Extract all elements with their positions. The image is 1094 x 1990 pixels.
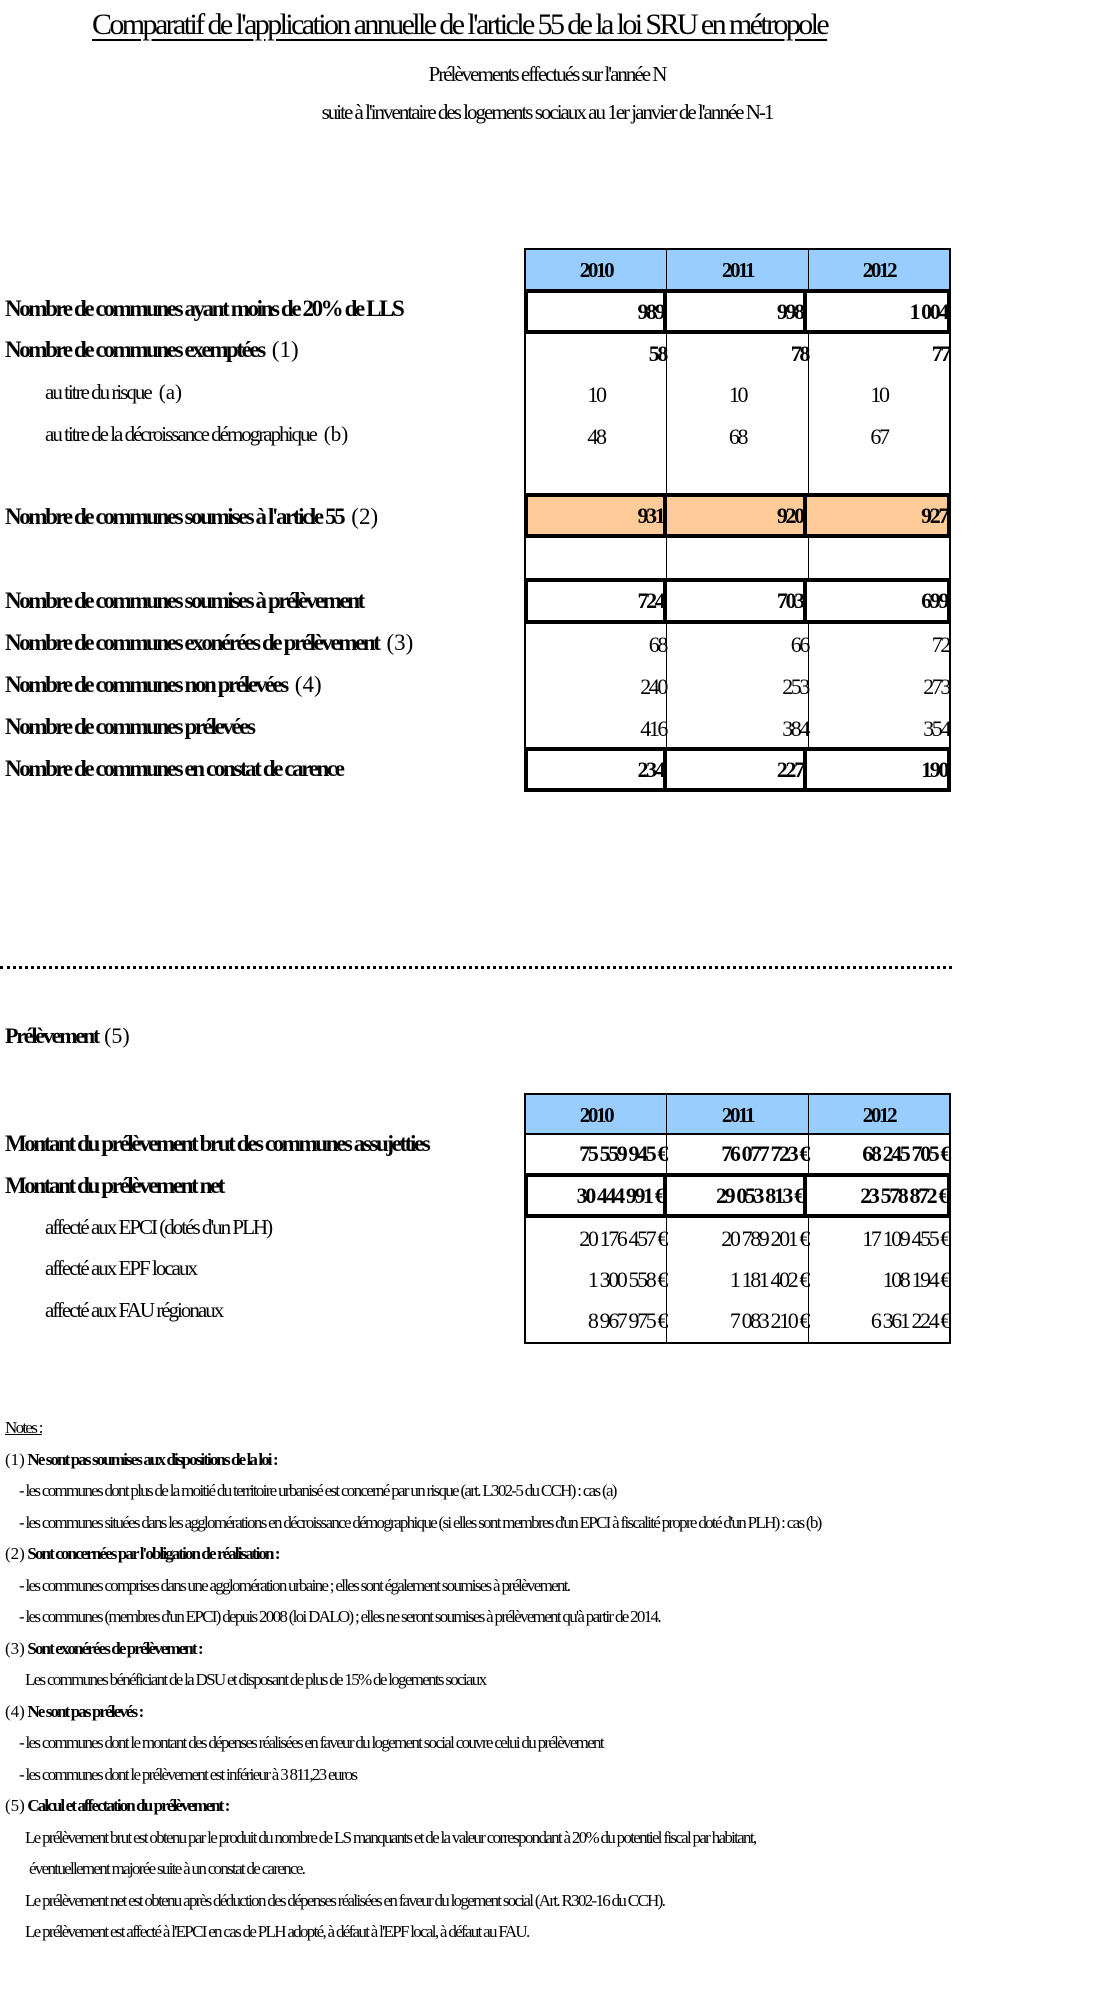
note-2-item-b: - les communes (membres d'un EPCI) depuis 2008 (loi DALO) ; elles ne seront soumises à prélèvement qu'à partir de 2014. bbox=[19, 1607, 660, 1626]
table-row bbox=[524, 1259, 951, 1300]
cell-value: 76 077 723 € bbox=[666, 1135, 808, 1173]
notes-section bbox=[5, 1412, 1085, 1948]
cell-value: 30 444 991 € bbox=[528, 1177, 667, 1214]
cell-value: 10 bbox=[666, 374, 808, 416]
cell-value: 354 bbox=[808, 708, 951, 750]
row-label-net: Montant du prélèvement net bbox=[5, 1173, 224, 1198]
table-row bbox=[524, 666, 951, 708]
row-label-epci: affecté aux EPCI (dotés d'un PLH) bbox=[45, 1215, 272, 1239]
cell-value: 8 967 975 € bbox=[524, 1300, 666, 1342]
column-header-2011: 2011 bbox=[666, 250, 808, 290]
row-label-exonerees: Nombre de communes exonérées de prélèvement (3) bbox=[5, 630, 414, 655]
subtitle-inventory: suite à l'inventaire des logements sociaux au 1er janvier de l'année N-1 bbox=[321, 100, 773, 124]
cell-value: 108 194 € bbox=[808, 1259, 951, 1300]
cell-value: 17 109 455 € bbox=[808, 1218, 951, 1259]
table-row bbox=[524, 708, 951, 750]
cell-value: 703 bbox=[667, 582, 806, 620]
table-row bbox=[524, 1173, 951, 1218]
cell-value: 77 bbox=[808, 334, 951, 374]
note-2-title: (2) Sont concernées par l'obligation de réalisation : bbox=[5, 1544, 279, 1563]
cell-value: 72 bbox=[808, 624, 951, 666]
column-header-2011: 2011 bbox=[666, 1095, 808, 1135]
notes-heading: Notes : bbox=[5, 1418, 42, 1437]
dotted-separator bbox=[0, 966, 952, 969]
cell-value: 253 bbox=[666, 666, 808, 708]
table-row-empty bbox=[524, 538, 951, 578]
cell-value: 75 559 945 € bbox=[524, 1135, 666, 1173]
table-row bbox=[524, 289, 951, 334]
cell-value: 10 bbox=[808, 374, 951, 416]
cell-value: 1 300 558 € bbox=[524, 1259, 666, 1300]
column-header-2010: 2010 bbox=[524, 1095, 666, 1135]
cell-value: 1 004 bbox=[909, 298, 947, 324]
note-5-text-d: Le prélèvement est affecté à l'EPCI en cas de PLH adopté, à défaut à l'EPF local, à défaut au FAU. bbox=[25, 1922, 529, 1941]
note-4-title: (4) Ne sont pas prélevés : bbox=[5, 1701, 143, 1721]
note-1-item-b: - les communes situées dans les agglomérations en décroissance démographique (si elles sont membres d'un EPCI à fiscalité propre doté d'un PLH) : cas (b) bbox=[19, 1512, 821, 1532]
row-label-non-prelevees: Nombre de communes non prélevées (4) bbox=[5, 672, 322, 697]
table-row-empty bbox=[524, 458, 951, 498]
row-label-decroissance: au titre de la décroissance démographique (b) bbox=[45, 422, 349, 446]
cell-value: 234 bbox=[528, 751, 667, 788]
note-5-text-b: éventuellement majorée suite à un constat de carence. bbox=[29, 1859, 305, 1878]
row-label-soumises-art55: Nombre de communes soumises à l'article 55 (2) bbox=[5, 504, 379, 529]
note-4-item-b: - les communes dont le prélèvement est inférieur à 3 811,23 euros bbox=[19, 1764, 357, 1784]
cell-value: 29 053 813 € bbox=[667, 1177, 806, 1214]
row-label-fau: affecté aux FAU régionaux bbox=[45, 1298, 223, 1322]
cell-value: 20 176 457 € bbox=[524, 1218, 666, 1259]
column-header-2010: 2010 bbox=[524, 250, 666, 290]
table-row bbox=[524, 334, 951, 374]
table-row bbox=[524, 1133, 951, 1173]
cell-value: 48 bbox=[524, 416, 666, 458]
cell-value: 78 bbox=[666, 334, 808, 374]
table-header-row bbox=[524, 1093, 951, 1135]
row-label-epf: affecté aux EPF locaux bbox=[45, 1256, 196, 1280]
cell-value: 67 bbox=[808, 416, 951, 458]
row-label-risque: au titre du risque (a) bbox=[45, 380, 183, 404]
column-header-2012: 2012 bbox=[808, 1095, 951, 1135]
note-3-title: (3) Sont exonérées de prélèvement : bbox=[5, 1638, 202, 1658]
cell-value: 227 bbox=[667, 751, 806, 788]
column-header-2012: 2012 bbox=[808, 250, 951, 290]
cell-value: 190 bbox=[921, 756, 947, 782]
cell-value: 927 bbox=[807, 497, 947, 534]
note-5-title: (5) Calcul et affectation du prélèvement : bbox=[5, 1796, 229, 1815]
table-row bbox=[524, 1300, 951, 1344]
row-label-brut: Montant du prélèvement brut des communes assujetties bbox=[5, 1131, 429, 1156]
table-row bbox=[524, 1218, 951, 1259]
note-5-text-a: Le prélèvement brut est obtenu par le produit du nombre de LS manquants et de la valeur correspondant à 20% du potentiel fiscal par habitant, bbox=[25, 1827, 756, 1847]
cell-value: 931 bbox=[528, 497, 667, 534]
cell-value: 6 361 224 € bbox=[808, 1300, 951, 1342]
row-label-moins-20: Nombre de communes ayant moins de 20% de LLS bbox=[5, 296, 403, 321]
table-row bbox=[524, 747, 951, 792]
section-title-prelevement: Prélèvement (5) bbox=[5, 1023, 130, 1048]
cell-value: 273 bbox=[808, 666, 951, 708]
note-2-item-a: - les communes comprises dans une agglomération urbaine ; elles sont également soumises à prélèvement. bbox=[19, 1575, 570, 1595]
cell-value: 240 bbox=[524, 666, 666, 708]
cell-value: 58 bbox=[524, 334, 666, 374]
cell-value: 23 578 872 € bbox=[860, 1182, 947, 1208]
cell-value: 416 bbox=[524, 708, 666, 750]
cell-value: 989 bbox=[528, 293, 667, 330]
cell-value: 20 789 201 € bbox=[666, 1218, 808, 1259]
cell-value: 68 bbox=[524, 624, 666, 666]
row-label-exemptees: Nombre de communes exemptées (1) bbox=[5, 337, 299, 362]
table-header-row bbox=[524, 248, 951, 290]
cell-value: 68 bbox=[666, 416, 808, 458]
cell-value: 920 bbox=[667, 497, 806, 534]
table-row bbox=[524, 374, 951, 416]
cell-value: 699 bbox=[921, 588, 947, 613]
note-3-item-a: Les communes bénéficiant de la DSU et disposant de plus de 15% de logements sociaux bbox=[25, 1670, 486, 1689]
cell-value: 1 181 402 € bbox=[666, 1259, 808, 1300]
cell-value: 724 bbox=[528, 582, 667, 620]
table-row bbox=[524, 624, 951, 666]
row-label-soumises-prelevement: Nombre de communes soumises à prélèvement bbox=[5, 588, 363, 613]
note-5-text-c: Le prélèvement net est obtenu après déduction des dépenses réalisées en faveur du logement social (Art. R302-16 du CCH). bbox=[25, 1890, 665, 1910]
subtitle-year: Prélèvements effectués sur l'année N bbox=[428, 62, 666, 86]
note-4-item-a: - les communes dont le montant des dépenses réalisées en faveur du logement social couvre celui du prélèvement bbox=[19, 1733, 603, 1752]
note-1-title: (1) Ne sont pas soumises aux dispositions de la loi : bbox=[5, 1449, 277, 1469]
note-1-item-a: - les communes dont plus de la moitié du territoire urbanisé est concerné par un risque (art. L302-5 du CCH) : cas (a) bbox=[19, 1481, 616, 1500]
cell-value: 7 083 210 € bbox=[666, 1300, 808, 1342]
cell-value: 68 245 705 € bbox=[808, 1135, 951, 1173]
table-row bbox=[524, 578, 951, 624]
row-label-prelevees: Nombre de communes prélevées bbox=[5, 714, 254, 739]
document-title: Comparatif de l'application annuelle de l'article 55 de la loi SRU en métropole bbox=[92, 8, 828, 41]
cell-value: 998 bbox=[667, 293, 806, 330]
table-row-highlighted bbox=[524, 493, 951, 538]
table-row bbox=[524, 416, 951, 458]
cell-value: 10 bbox=[524, 374, 666, 416]
cell-value: 384 bbox=[666, 708, 808, 750]
row-label-carence: Nombre de communes en constat de carence bbox=[5, 756, 343, 781]
cell-value: 66 bbox=[666, 624, 808, 666]
